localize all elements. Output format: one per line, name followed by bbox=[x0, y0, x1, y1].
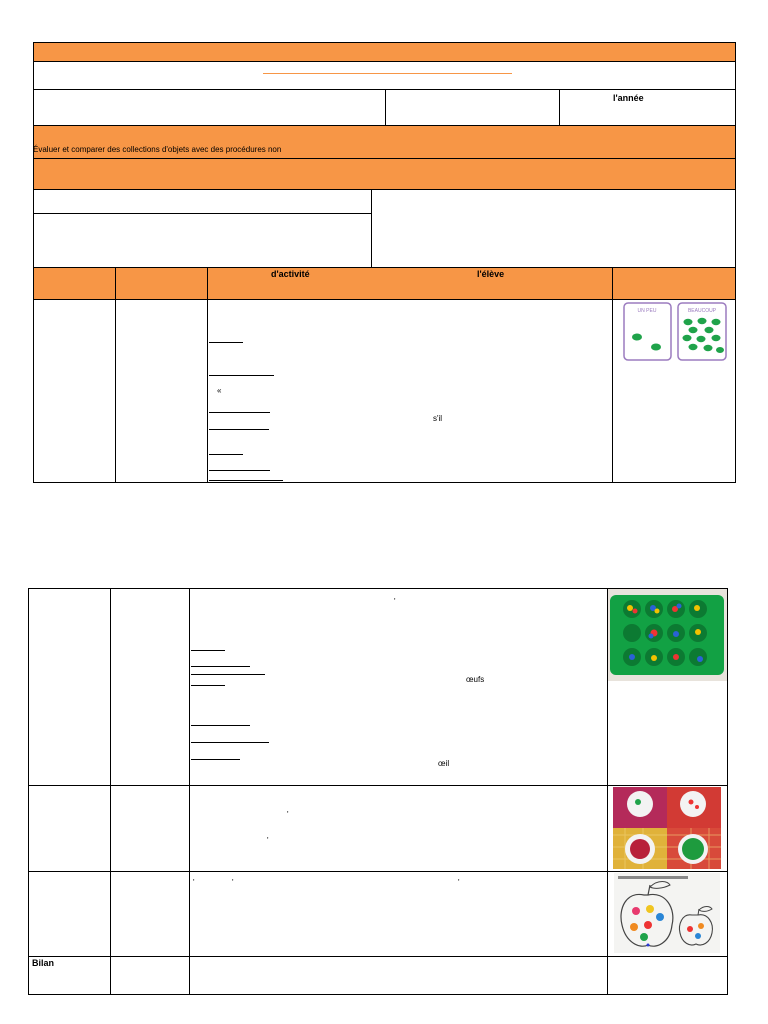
body-cell-1 bbox=[33, 299, 116, 483]
comma-mark: ' bbox=[232, 878, 234, 887]
egg-carton-photo bbox=[608, 589, 727, 681]
comma-mark: ' bbox=[267, 836, 269, 845]
underline bbox=[191, 674, 265, 675]
header-activity: d'activité bbox=[271, 269, 310, 279]
objective-row bbox=[33, 158, 736, 190]
plates-photo bbox=[613, 787, 721, 869]
underline bbox=[191, 759, 240, 760]
subtitle-row bbox=[33, 61, 736, 90]
title-bar bbox=[33, 42, 736, 62]
oeil-text: œil bbox=[438, 759, 450, 768]
col-header-1 bbox=[33, 267, 116, 300]
underline bbox=[191, 685, 225, 686]
bilan-cell-1 bbox=[28, 956, 111, 995]
col-header-3 bbox=[207, 267, 613, 300]
row2-cell-2 bbox=[110, 785, 190, 872]
row3-cell-image bbox=[607, 871, 728, 957]
comma-mark: ' bbox=[193, 878, 195, 887]
label-un-peu: UN PEU bbox=[637, 308, 657, 314]
comma-mark: ' bbox=[394, 597, 396, 606]
row1-cell-2 bbox=[110, 588, 190, 786]
underline bbox=[209, 480, 283, 481]
body-cell-activity bbox=[207, 299, 613, 483]
competence-row bbox=[33, 125, 736, 159]
info-cell-2 bbox=[385, 89, 560, 126]
header-student: l'élève bbox=[477, 269, 505, 279]
comma-mark: ' bbox=[287, 810, 289, 819]
material-cell-b bbox=[33, 213, 372, 268]
info-cell-year bbox=[559, 89, 736, 126]
col-header-2 bbox=[115, 267, 208, 300]
bilan-cell-4 bbox=[607, 956, 728, 995]
apples-worksheet bbox=[614, 873, 720, 953]
row2-cell-1 bbox=[28, 785, 111, 872]
underline bbox=[191, 650, 225, 651]
underline bbox=[191, 742, 269, 743]
underline bbox=[209, 454, 243, 455]
year-label: l'année bbox=[613, 93, 644, 103]
row3-cell-1 bbox=[28, 871, 111, 957]
organisation-cell bbox=[371, 189, 736, 268]
underline bbox=[209, 470, 270, 471]
few-many-illustration bbox=[623, 302, 729, 362]
body-cell-2 bbox=[115, 299, 208, 483]
body-cell-image bbox=[612, 299, 736, 483]
underline bbox=[209, 412, 270, 413]
row1-cell-1 bbox=[28, 588, 111, 786]
material-cell-a bbox=[33, 189, 372, 214]
row3-cell-activity bbox=[189, 871, 608, 957]
sil-text: s'il bbox=[433, 414, 443, 423]
competence-text: Évaluer et comparer des collections d'objets avec des procédures non bbox=[33, 145, 282, 154]
info-cell-1 bbox=[33, 89, 386, 126]
row2-cell-activity bbox=[189, 785, 608, 872]
quote-mark: « bbox=[217, 386, 222, 395]
label-beaucoup: BEAUCOUP bbox=[687, 308, 717, 314]
bilan-cell-3 bbox=[189, 956, 608, 995]
bilan-label: Bilan bbox=[32, 958, 55, 968]
underline bbox=[209, 429, 269, 430]
underline bbox=[209, 342, 243, 343]
row1-cell-image bbox=[607, 588, 728, 786]
col-header-4 bbox=[612, 267, 736, 300]
row1-cell-activity bbox=[189, 588, 608, 786]
title-underline bbox=[263, 73, 512, 74]
bilan-cell-2 bbox=[110, 956, 190, 995]
row3-cell-2 bbox=[110, 871, 190, 957]
comma-mark: ' bbox=[458, 878, 460, 887]
underline bbox=[191, 666, 250, 667]
oeufs-text: œufs bbox=[466, 675, 485, 684]
row2-cell-image bbox=[607, 785, 728, 872]
underline bbox=[209, 375, 274, 376]
underline bbox=[191, 725, 250, 726]
